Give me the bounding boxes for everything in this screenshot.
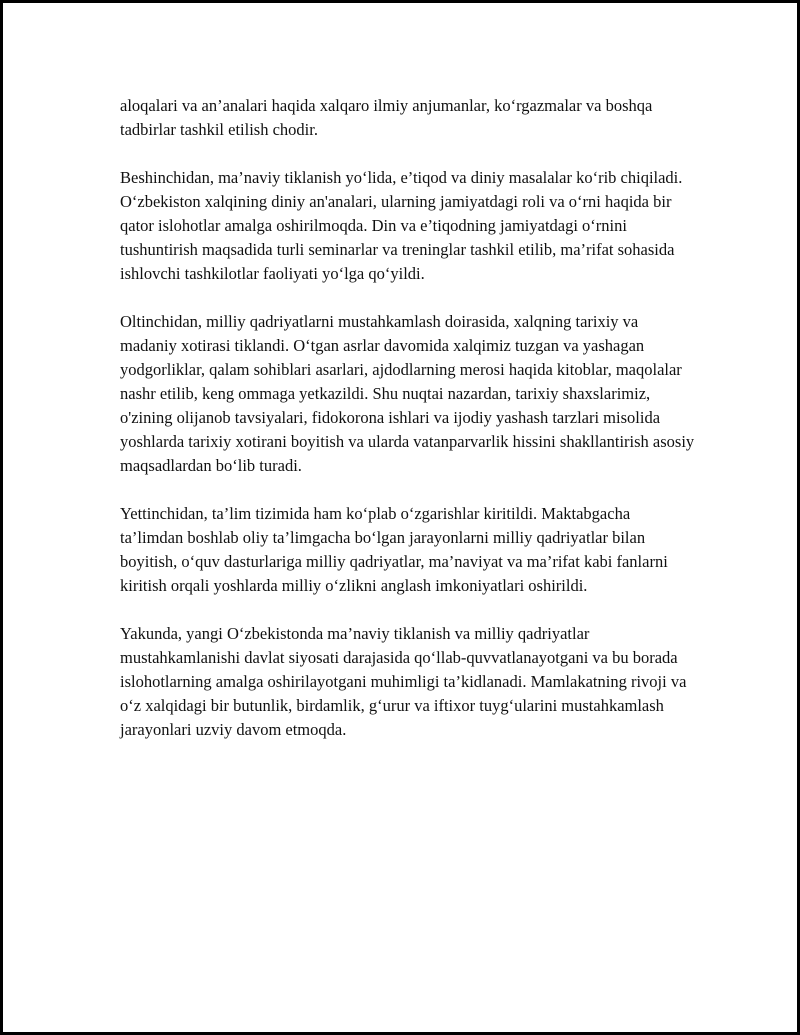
paragraph-yakunda: Yakunda, yangi O‘zbekistonda ma’naviy tiklanish va milliy qadriyatlar mustahkamlanishi davlat siyosati darajasida qo‘llab-quvvatlanayotgani va bu borada islohotlarning amalga oshirilayotgani muhimligi ta’kidlanadi. Mamlakatning rivoji va o‘z xalqidagi bir butunlik, birdamlik, g‘urur va iftixor tuyg‘ularini mustahkamlash jarayonlari uzviy davom etmoqda. (120, 624, 687, 739)
document-body (120, 94, 695, 742)
paragraph-oltinchidan: Oltinchidan, milliy qadriyatlarni mustahkamlash doirasida, xalqning tarixiy va madaniy xotirasi tiklandi. O‘tgan asrlar davomida xalqimiz tuzgan va yashagan yodgorliklar, qalam sohiblari asarlari, ajdodlarning merosi haqida kitoblar, maqolalar nashr etilib, keng ommaga yetkazildi. Shu nuqtai nazardan, tarixiy shaxslarimiz, o'zining olijanob tavsiyalari, fidokorona ishlari va ijodiy yashash tarzlari misolida yoshlarda tarixiy xotirani boyitish va ularda vatanparvarlik hissini shakllantirish asosiy maqsadlardan bo‘lib turadi. (120, 312, 695, 475)
paragraph-continuation: aloqalari va an’analari haqida xalqaro ilmiy anjumanlar, ko‘rgazmalar va boshqa tadbirlar tashkil etilish chodir. (120, 96, 653, 139)
paragraph-beshinchidan: Beshinchidan, ma’naviy tiklanish yo‘lida, e’tiqod va diniy masalalar ko‘rib chiqiladi. O‘zbekiston xalqining diniy an'analari, ularning jamiyatdagi roli va o‘rni haqida bir qator islohotlar amalga oshirilmoqda. Din va e’tiqodning jamiyatdagi o‘rnini tushuntirish maqsadida turli seminarlar va treninglar tashkil etilib, ma’rifat sohasida ishlovchi tashkilotlar faoliyati yo‘lga qo‘yildi. (120, 168, 683, 283)
paragraph-yettinchidan: Yettinchidan, ta’lim tizimida ham ko‘plab o‘zgarishlar kiritildi. Maktabgacha ta’limdan boshlab oliy ta’limgacha bo‘lgan jarayonlarni milliy qadriyatlar bilan boyitish, o‘quv dasturlariga milliy qadriyatlar, ma’naviyat va ma’rifat kabi fanlarni kiritish orqali yoshlarda milliy o‘zlikni anglash imkoniyatlari oshirildi. (120, 504, 668, 595)
